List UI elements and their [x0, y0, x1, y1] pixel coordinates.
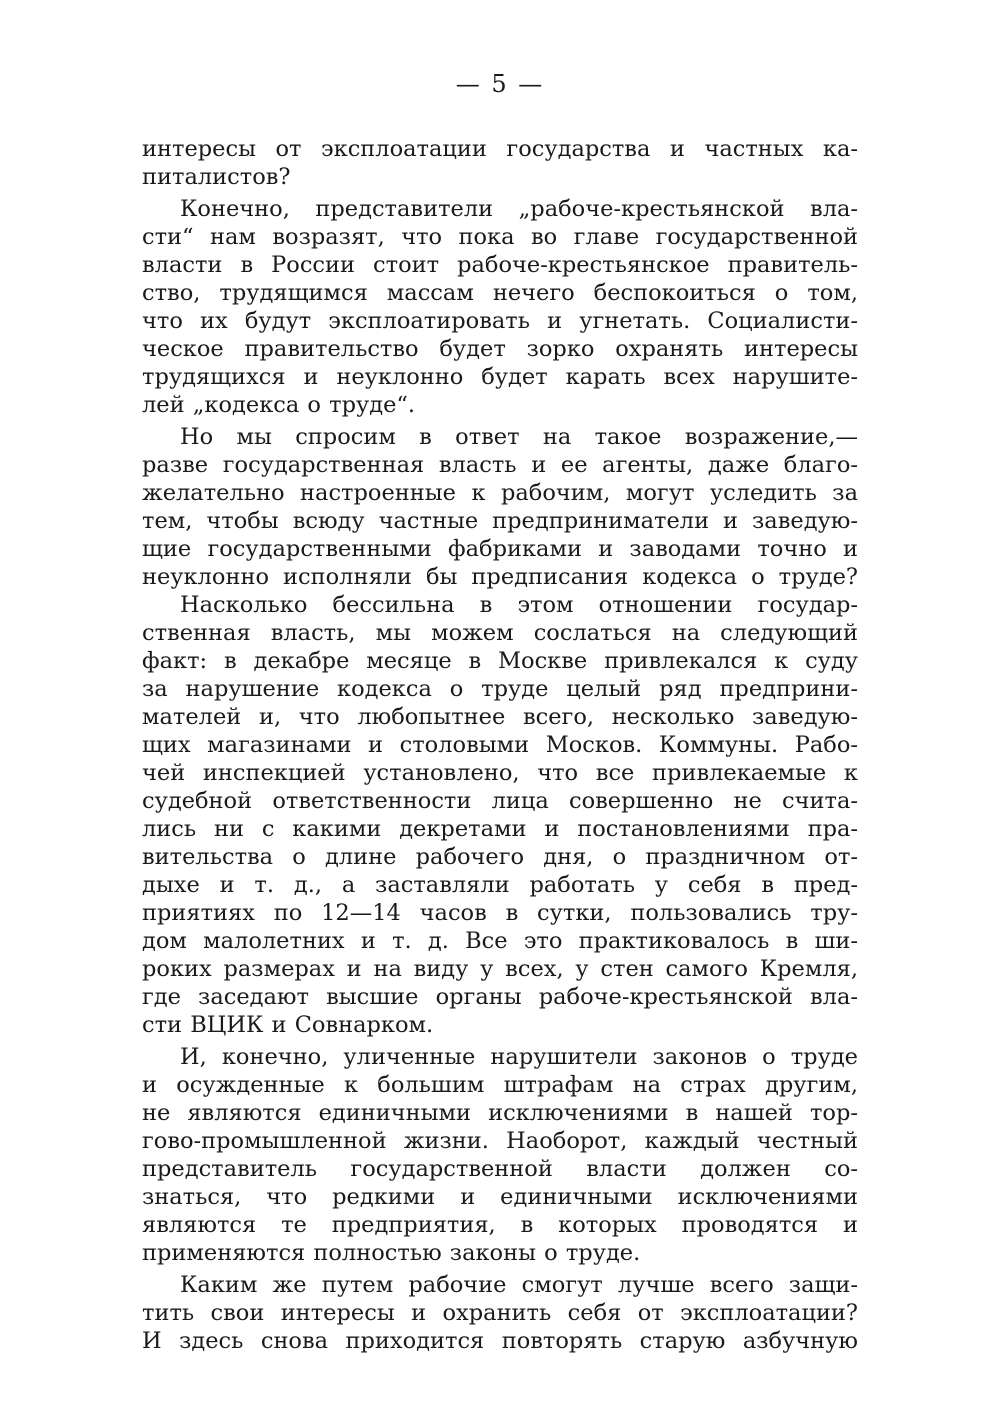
text-line: И здесь снова приходится повторять старую азбучную: [142, 1328, 858, 1354]
text-line: трудящихся и неуклонно будет карать всех нарушите-: [142, 364, 858, 390]
text-line: мателей и, что любопытнее всего, несколько заведую-: [142, 704, 858, 730]
text-line: за нарушение кодекса о труде целый ряд предприни-: [142, 676, 858, 702]
text-line: Но мы спросим в ответ на такое возражение,—: [180, 424, 858, 450]
paragraph: [142, 135, 858, 191]
text-line: сти ВЦИК и Совнарком.: [142, 1012, 434, 1038]
document-body: [142, 135, 858, 1355]
text-line: питалистов?: [142, 164, 291, 190]
text-line: дом малолетних и т. д. Все это практиковалось в ши-: [142, 928, 858, 954]
text-line: знаться, что редкими и единичными исключениями: [142, 1184, 858, 1210]
text-line: Конечно, представители „рабоче-крестьянской вла-: [180, 196, 858, 222]
paragraph: [142, 591, 858, 1039]
text-line: щие государственными фабриками и заводами точно и: [142, 536, 858, 562]
text-line: ческое правительство будет зорко охранять интересы: [142, 336, 858, 362]
text-line: и осужденные к большим штрафам на страх другим,: [142, 1072, 858, 1098]
page-number: — 5 —: [455, 70, 545, 98]
text-line: тем, чтобы всюду частные предприниматели и заведую-: [142, 508, 858, 534]
text-line: щих магазинами и столовыми Москов. Коммуны. Рабо-: [142, 732, 858, 758]
paragraph: [142, 1043, 858, 1267]
text-line: разве государственная власть и ее агенты, даже благо-: [142, 452, 858, 478]
text-line: вительства о длине рабочего дня, о праздничном от-: [142, 844, 858, 870]
text-line: представитель государственной власти должен со-: [142, 1156, 858, 1182]
paragraph: [142, 195, 858, 419]
text-line: интересы от эксплоатации государства и частных ка-: [142, 136, 858, 162]
text-line: лей „кодекса о труде“.: [142, 392, 416, 418]
text-line: факт: в декабре месяце в Москве привлекался к суду: [142, 648, 858, 674]
text-line: судебной ответственности лица совершенно не счита-: [142, 788, 858, 814]
text-line: желательно настроенные к рабочим, могут уследить за: [142, 480, 858, 506]
text-line: применяются полностью законы о труде.: [142, 1240, 641, 1266]
text-line: не являются единичными исключениями в нашей тор-: [142, 1100, 858, 1126]
text-line: Каким же путем рабочие смогут лучше всего защи-: [180, 1272, 858, 1298]
text-line: ственная власть, мы можем сослаться на следующий: [142, 620, 858, 646]
text-line: гово-промышленной жизни. Наоборот, каждый честный: [142, 1128, 858, 1154]
text-line: приятиях по 12—14 часов в сутки, пользовались тру-: [142, 900, 858, 926]
text-line: чей инспекцией установлено, что все привлекаемые к: [142, 760, 858, 786]
text-line: власти в России стоит рабоче-крестьянское правитель-: [142, 252, 858, 278]
text-line: И, конечно, уличенные нарушители законов о труде: [180, 1044, 858, 1070]
paragraph: [142, 1271, 858, 1355]
text-line: тить свои интересы и охранить себя от эксплоатации?: [142, 1300, 858, 1326]
text-line: ство, трудящимся массам нечего беспокоиться о том,: [142, 280, 858, 306]
text-line: сти“ нам возразят, что пока во главе государственной: [142, 224, 858, 250]
text-line: являются те предприятия, в которых проводятся и: [142, 1212, 858, 1238]
text-line: роких размерах и на виду у всех, у стен самого Кремля,: [142, 956, 858, 982]
text-line: дыхе и т. д., а заставляли работать у себя в пред-: [142, 872, 858, 898]
text-line: где заседают высшие органы рабоче-крестьянской вла-: [142, 984, 858, 1010]
text-line: Насколько бессильна в этом отношении государ-: [180, 592, 858, 618]
text-line: что их будут эксплоатировать и угнетать. Социалисти-: [142, 308, 858, 334]
paragraph: [142, 423, 858, 591]
text-line: лись ни с какими декретами и постановлениями пра-: [142, 816, 858, 842]
text-line: неуклонно исполняли бы предписания кодекса о труде?: [142, 564, 858, 590]
